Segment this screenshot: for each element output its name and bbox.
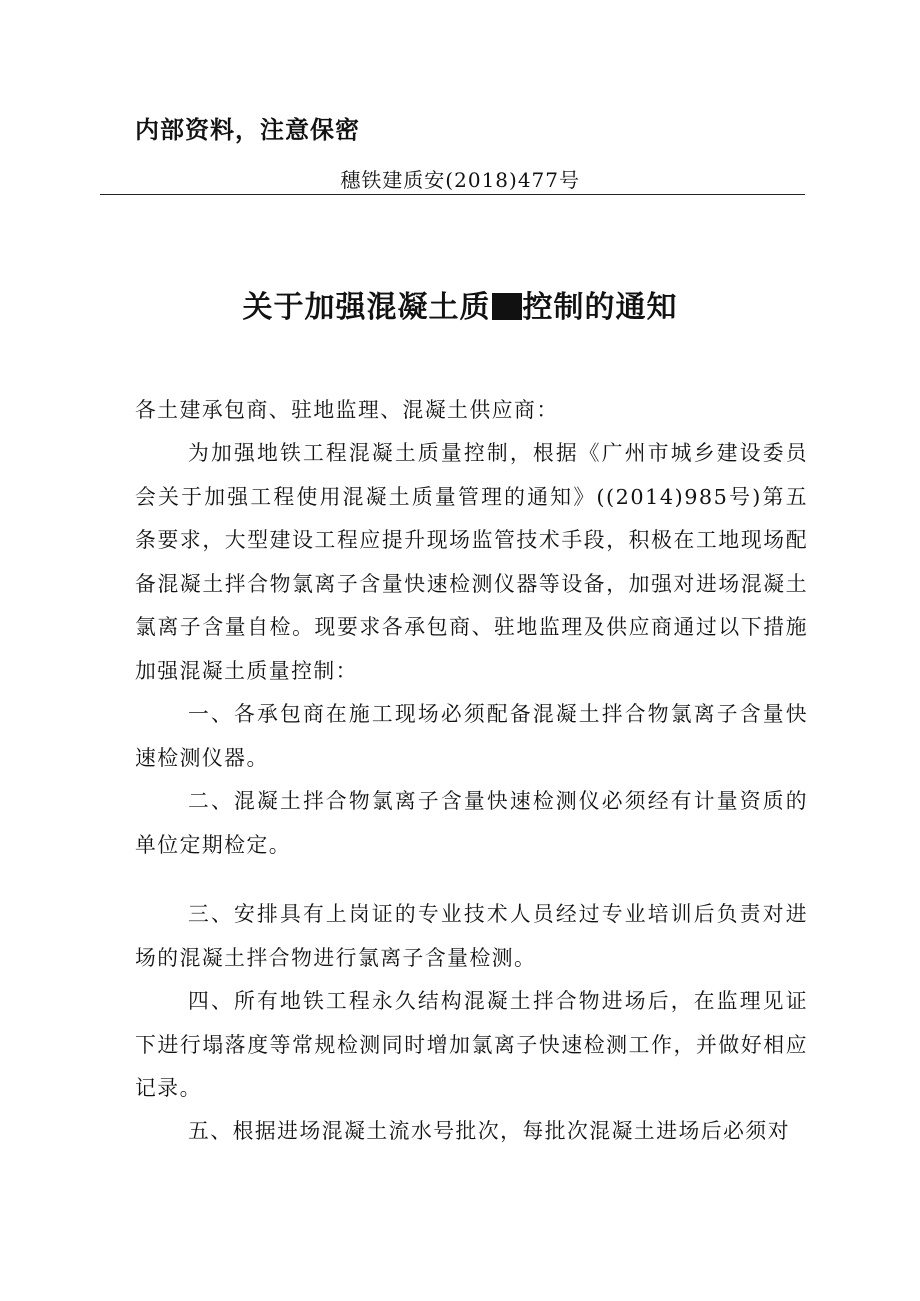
document-title	[0, 282, 920, 326]
intro-paragraph	[135, 432, 808, 693]
measure-item-3	[135, 893, 808, 980]
title-text-end: 控制的通知	[522, 290, 678, 325]
salutation	[135, 389, 808, 433]
measure-text-4: 四、所有地铁工程永久结构混凝土拌合物进场后，在监理见证下进行塌落度等常规检测同时增加氯离子快速检测工作，并做好相应记录。	[135, 989, 808, 1100]
measure-item-4	[135, 980, 808, 1111]
redaction-block	[492, 293, 522, 320]
measure-item-5	[135, 1110, 808, 1154]
measure-text-3: 三、安排具有上岗证的专业技术人员经过专业培训后负责对进场的混凝土拌合物进行氯离子含量检测。	[135, 902, 808, 970]
confidential-note: 内部资料，注意保密	[135, 116, 360, 144]
measure-text-2: 二、混凝土拌合物氯离子含量快速检测仪必须经有计量资质的单位定期检定。	[135, 789, 808, 857]
salutation-text: 各土建承包商、驻地监理、混凝土供应商：	[135, 398, 559, 422]
document-number: 穗铁建质安(2018)477号	[340, 168, 580, 192]
measure-item-2	[135, 780, 808, 867]
measure-item-1	[135, 693, 808, 780]
intro-text: 为加强地铁工程混凝土质量控制，根据《广州市城乡建设委员会关于加强工程使用混凝土质量管理的通知》((2014)985号)第五条要求，大型建设工程应提升现场监管技术手段，积极在工地现场配备混凝土拌合物氯离子含量快速检测仪器等设备，加强对进场混凝土氯离子含量自检。现要求各承包商、驻地监理及供应商通过以下措施加强混凝土质量控制：	[135, 441, 808, 683]
header-divider	[100, 194, 805, 195]
title-text-start: 关于加强混凝土质	[242, 290, 491, 325]
measure-text-5: 五、根据进场混凝土流水号批次，每批次混凝土进场后必须对	[188, 1119, 791, 1143]
measure-text-1: 一、各承包商在施工现场必须配备混凝土拌合物氯离子含量快速检测仪器。	[135, 702, 808, 770]
